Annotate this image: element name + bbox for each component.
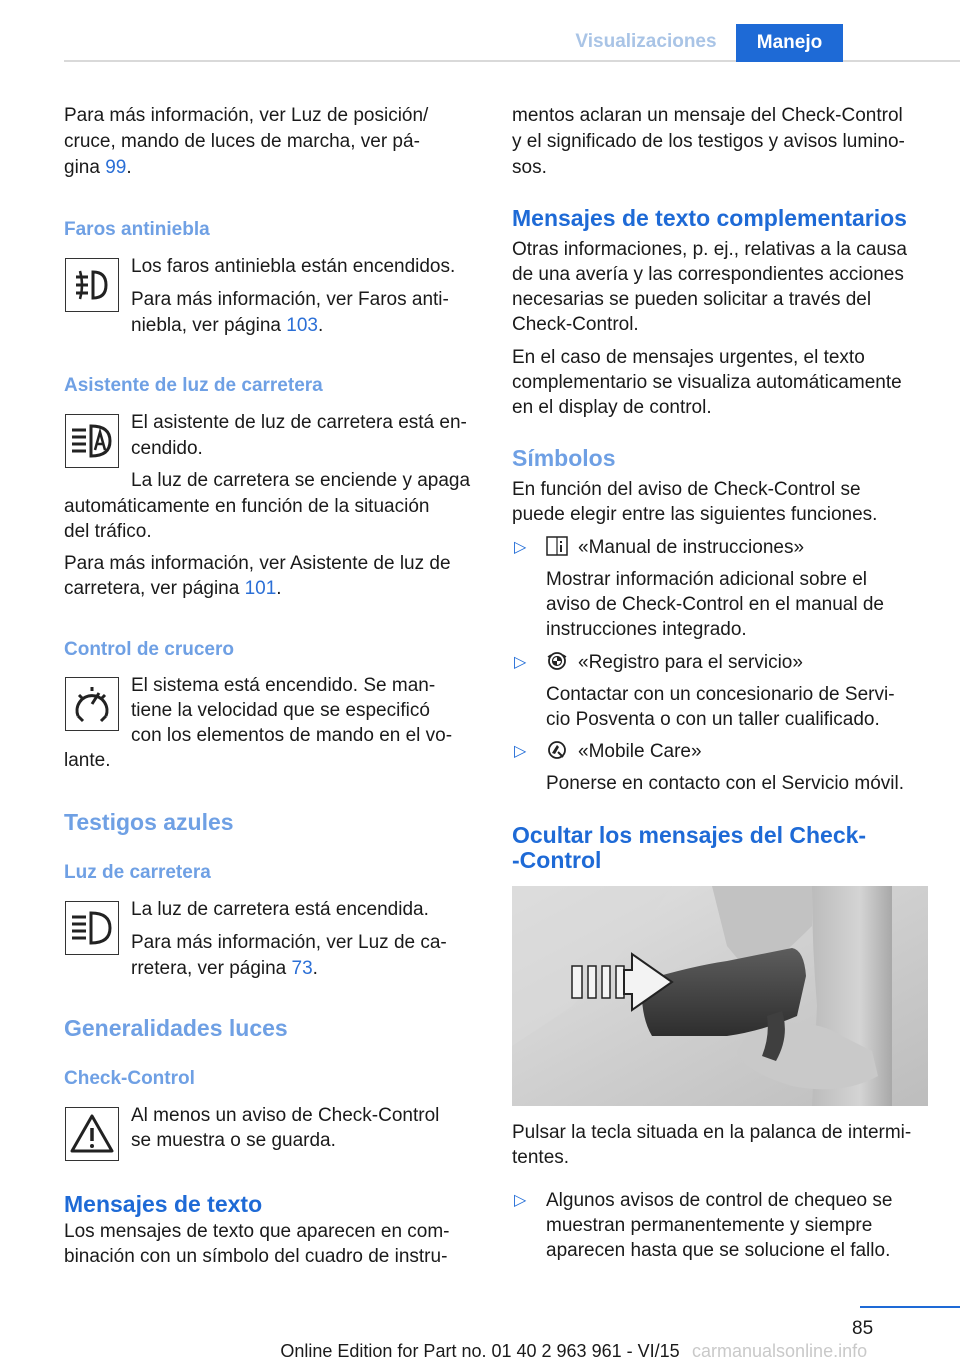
checkcontrol-line-2: se muestra o se guarda. bbox=[131, 1130, 336, 1151]
fog-light-icon bbox=[65, 258, 119, 312]
bullet-mobile-care-desc-1: Ponerse en contacto con el Servicio móvil. bbox=[546, 773, 905, 794]
checkcontrol-line-1: Al menos un aviso de Check-Control bbox=[131, 1105, 440, 1126]
bullet-marker: ▷ bbox=[514, 539, 527, 556]
heading-control-crucero: Control de crucero bbox=[64, 639, 234, 660]
cont-line-2: y el significado de los testigos y avisos lumino- bbox=[512, 131, 905, 152]
heading-testigos-azules: Testigos azules bbox=[64, 809, 234, 835]
supp-line-4: Check-Control. bbox=[512, 314, 639, 335]
final-bullet-line-2: muestran permanentemente y siempre bbox=[546, 1215, 873, 1236]
assist-line-6: Para más información, ver Asistente de luz de bbox=[64, 553, 451, 574]
heading-ocultar-1: Ocultar los mensajes del Check- bbox=[512, 822, 867, 848]
bullet-manual-desc-1: Mostrar información adicional sobre el bbox=[546, 569, 868, 590]
assist-line-7-text: carretera, ver página bbox=[64, 578, 245, 599]
supp-line-6: complementario se visualiza automáticamente bbox=[512, 372, 902, 393]
bullet-manual-desc-2: aviso de Check-Control en el manual de bbox=[546, 594, 884, 615]
manual-icon bbox=[546, 536, 568, 563]
cruise-line-4: lante. bbox=[64, 750, 111, 771]
footer-rule bbox=[860, 1306, 960, 1308]
heading-luz-carretera: Luz de carretera bbox=[64, 862, 211, 883]
highbeam-line-3-text: rretera, ver página bbox=[131, 958, 292, 979]
page-number: 85 bbox=[852, 1318, 874, 1339]
mobile-care-icon bbox=[546, 740, 568, 767]
textmsg-line-1: Los mensajes de texto que aparecen en com- bbox=[64, 1221, 450, 1242]
bullet-service-desc-2: cio Posventa o con un taller cualificado. bbox=[546, 709, 880, 730]
bmw-service-icon bbox=[546, 651, 568, 678]
symbols-line-1: En función del aviso de Check-Control se bbox=[512, 479, 861, 500]
intro-line-3-period: . bbox=[126, 157, 132, 178]
highbeam-line-3 bbox=[131, 956, 318, 981]
high-beam-icon bbox=[65, 901, 119, 955]
assist-line-4: automáticamente en función de la situación bbox=[64, 496, 430, 517]
bullet-service-desc-1: Contactar con un concesionario de Servi- bbox=[546, 684, 895, 705]
supp-line-2: de una avería y las correspondientes acciones bbox=[512, 264, 904, 285]
heading-generalidades-luces: Generalidades luces bbox=[64, 1015, 288, 1041]
bullet-marker: ▷ bbox=[514, 743, 527, 760]
footer-edition: Online Edition for Part no. 01 40 2 963 961 - VI/15 bbox=[280, 1341, 680, 1361]
fog-line-3 bbox=[131, 313, 323, 338]
assist-line-3: La luz de carretera se enciende y apaga bbox=[131, 470, 471, 491]
highbeam-line-2: Para más información, ver Luz de ca- bbox=[131, 932, 447, 953]
caption-line-1: Pulsar la tecla situada en la palanca de intermi- bbox=[512, 1122, 912, 1143]
supp-line-5: En el caso de mensajes urgentes, el texto bbox=[512, 347, 865, 368]
bullet-marker: ▷ bbox=[514, 1192, 527, 1209]
cruise-line-1: El sistema está encendido. Se man- bbox=[131, 675, 436, 696]
cruise-line-3: con los elementos de mando en el vo- bbox=[131, 725, 453, 746]
cont-line-3: sos. bbox=[512, 157, 547, 178]
bullet-service[interactable] bbox=[546, 650, 803, 678]
textmsg-line-2: binación con un símbolo del cuadro de instru- bbox=[64, 1246, 448, 1267]
heading-asistente-luz: Asistente de luz de carretera bbox=[64, 375, 323, 396]
intro-line-3 bbox=[64, 155, 132, 180]
heading-ocultar-2: -Control bbox=[512, 847, 602, 873]
bullet-marker: ▷ bbox=[514, 654, 527, 671]
cruise-control-icon bbox=[65, 677, 119, 731]
page-link-73[interactable]: 73 bbox=[291, 958, 313, 979]
assist-line-7 bbox=[64, 576, 282, 601]
highbeam-line-3-period: . bbox=[312, 958, 318, 979]
symbols-line-2: puede elegir entre las siguientes funciones. bbox=[512, 504, 878, 525]
bullet-manual-label: «Manual de instrucciones» bbox=[578, 537, 805, 558]
cont-line-1: mentos aclaran un mensaje del Check-Control bbox=[512, 105, 903, 126]
supp-line-3: necesarias se pueden solicitar a través del bbox=[512, 289, 872, 310]
highbeam-line-1: La luz de carretera está encendida. bbox=[131, 899, 429, 920]
high-beam-assist-icon bbox=[65, 414, 119, 468]
warning-triangle-icon bbox=[65, 1107, 119, 1161]
page-link-99[interactable]: 99 bbox=[105, 157, 127, 178]
supp-line-1: Otras informaciones, p. ej., relativas a la causa bbox=[512, 239, 907, 260]
assist-line-7-period: . bbox=[276, 578, 282, 599]
supp-line-7: en el display de control. bbox=[512, 397, 712, 418]
intro-line-3-text: gina bbox=[64, 157, 106, 178]
assist-line-2: cendido. bbox=[131, 438, 203, 459]
fog-line-3-text: niebla, ver página bbox=[131, 315, 287, 336]
heading-check-control: Check-Control bbox=[64, 1068, 195, 1089]
bullet-mobile-care-label: «Mobile Care» bbox=[578, 741, 702, 762]
watermark: carmanualsonline.info bbox=[692, 1341, 868, 1361]
intro-line-1: Para más información, ver Luz de posición/ bbox=[64, 105, 429, 126]
fog-line-2: Para más información, ver Faros anti- bbox=[131, 289, 449, 310]
bullet-manual-desc-3: instrucciones integrado. bbox=[546, 619, 747, 640]
lever-photo bbox=[512, 886, 928, 1106]
assist-line-5: del tráfico. bbox=[64, 521, 152, 542]
assist-line-1: El asistente de luz de carretera está en- bbox=[131, 412, 467, 433]
heading-faros-antiniebla: Faros antiniebla bbox=[64, 219, 210, 240]
fog-line-1: Los faros antiniebla están encendidos. bbox=[131, 256, 456, 277]
heading-simbolos: Símbolos bbox=[512, 445, 616, 471]
caption-line-2: tentes. bbox=[512, 1147, 570, 1168]
page-link-103[interactable]: 103 bbox=[286, 315, 318, 336]
final-bullet-line-3: aparecen hasta que se solucione el fallo. bbox=[546, 1240, 891, 1261]
fog-line-3-period: . bbox=[317, 315, 324, 336]
intro-line-2: cruce, mando de luces de marcha, ver pá- bbox=[64, 131, 420, 152]
bullet-service-label: «Registro para el servicio» bbox=[578, 652, 803, 673]
bullet-manual[interactable] bbox=[546, 535, 804, 563]
heading-mensajes-complementarios: Mensajes de texto complementarios bbox=[512, 205, 907, 231]
page-link-101[interactable]: 101 bbox=[244, 578, 277, 599]
final-bullet-line-1: Algunos avisos de control de chequeo se bbox=[546, 1190, 893, 1211]
cruise-line-2: tiene la velocidad que se especificó bbox=[131, 700, 430, 721]
tab-visualizaciones[interactable]: Visualizaciones bbox=[575, 31, 717, 52]
bullet-mobile-care[interactable] bbox=[546, 739, 702, 767]
tab-manejo[interactable]: Manejo bbox=[736, 24, 843, 62]
heading-mensajes-texto: Mensajes de texto bbox=[64, 1191, 263, 1217]
